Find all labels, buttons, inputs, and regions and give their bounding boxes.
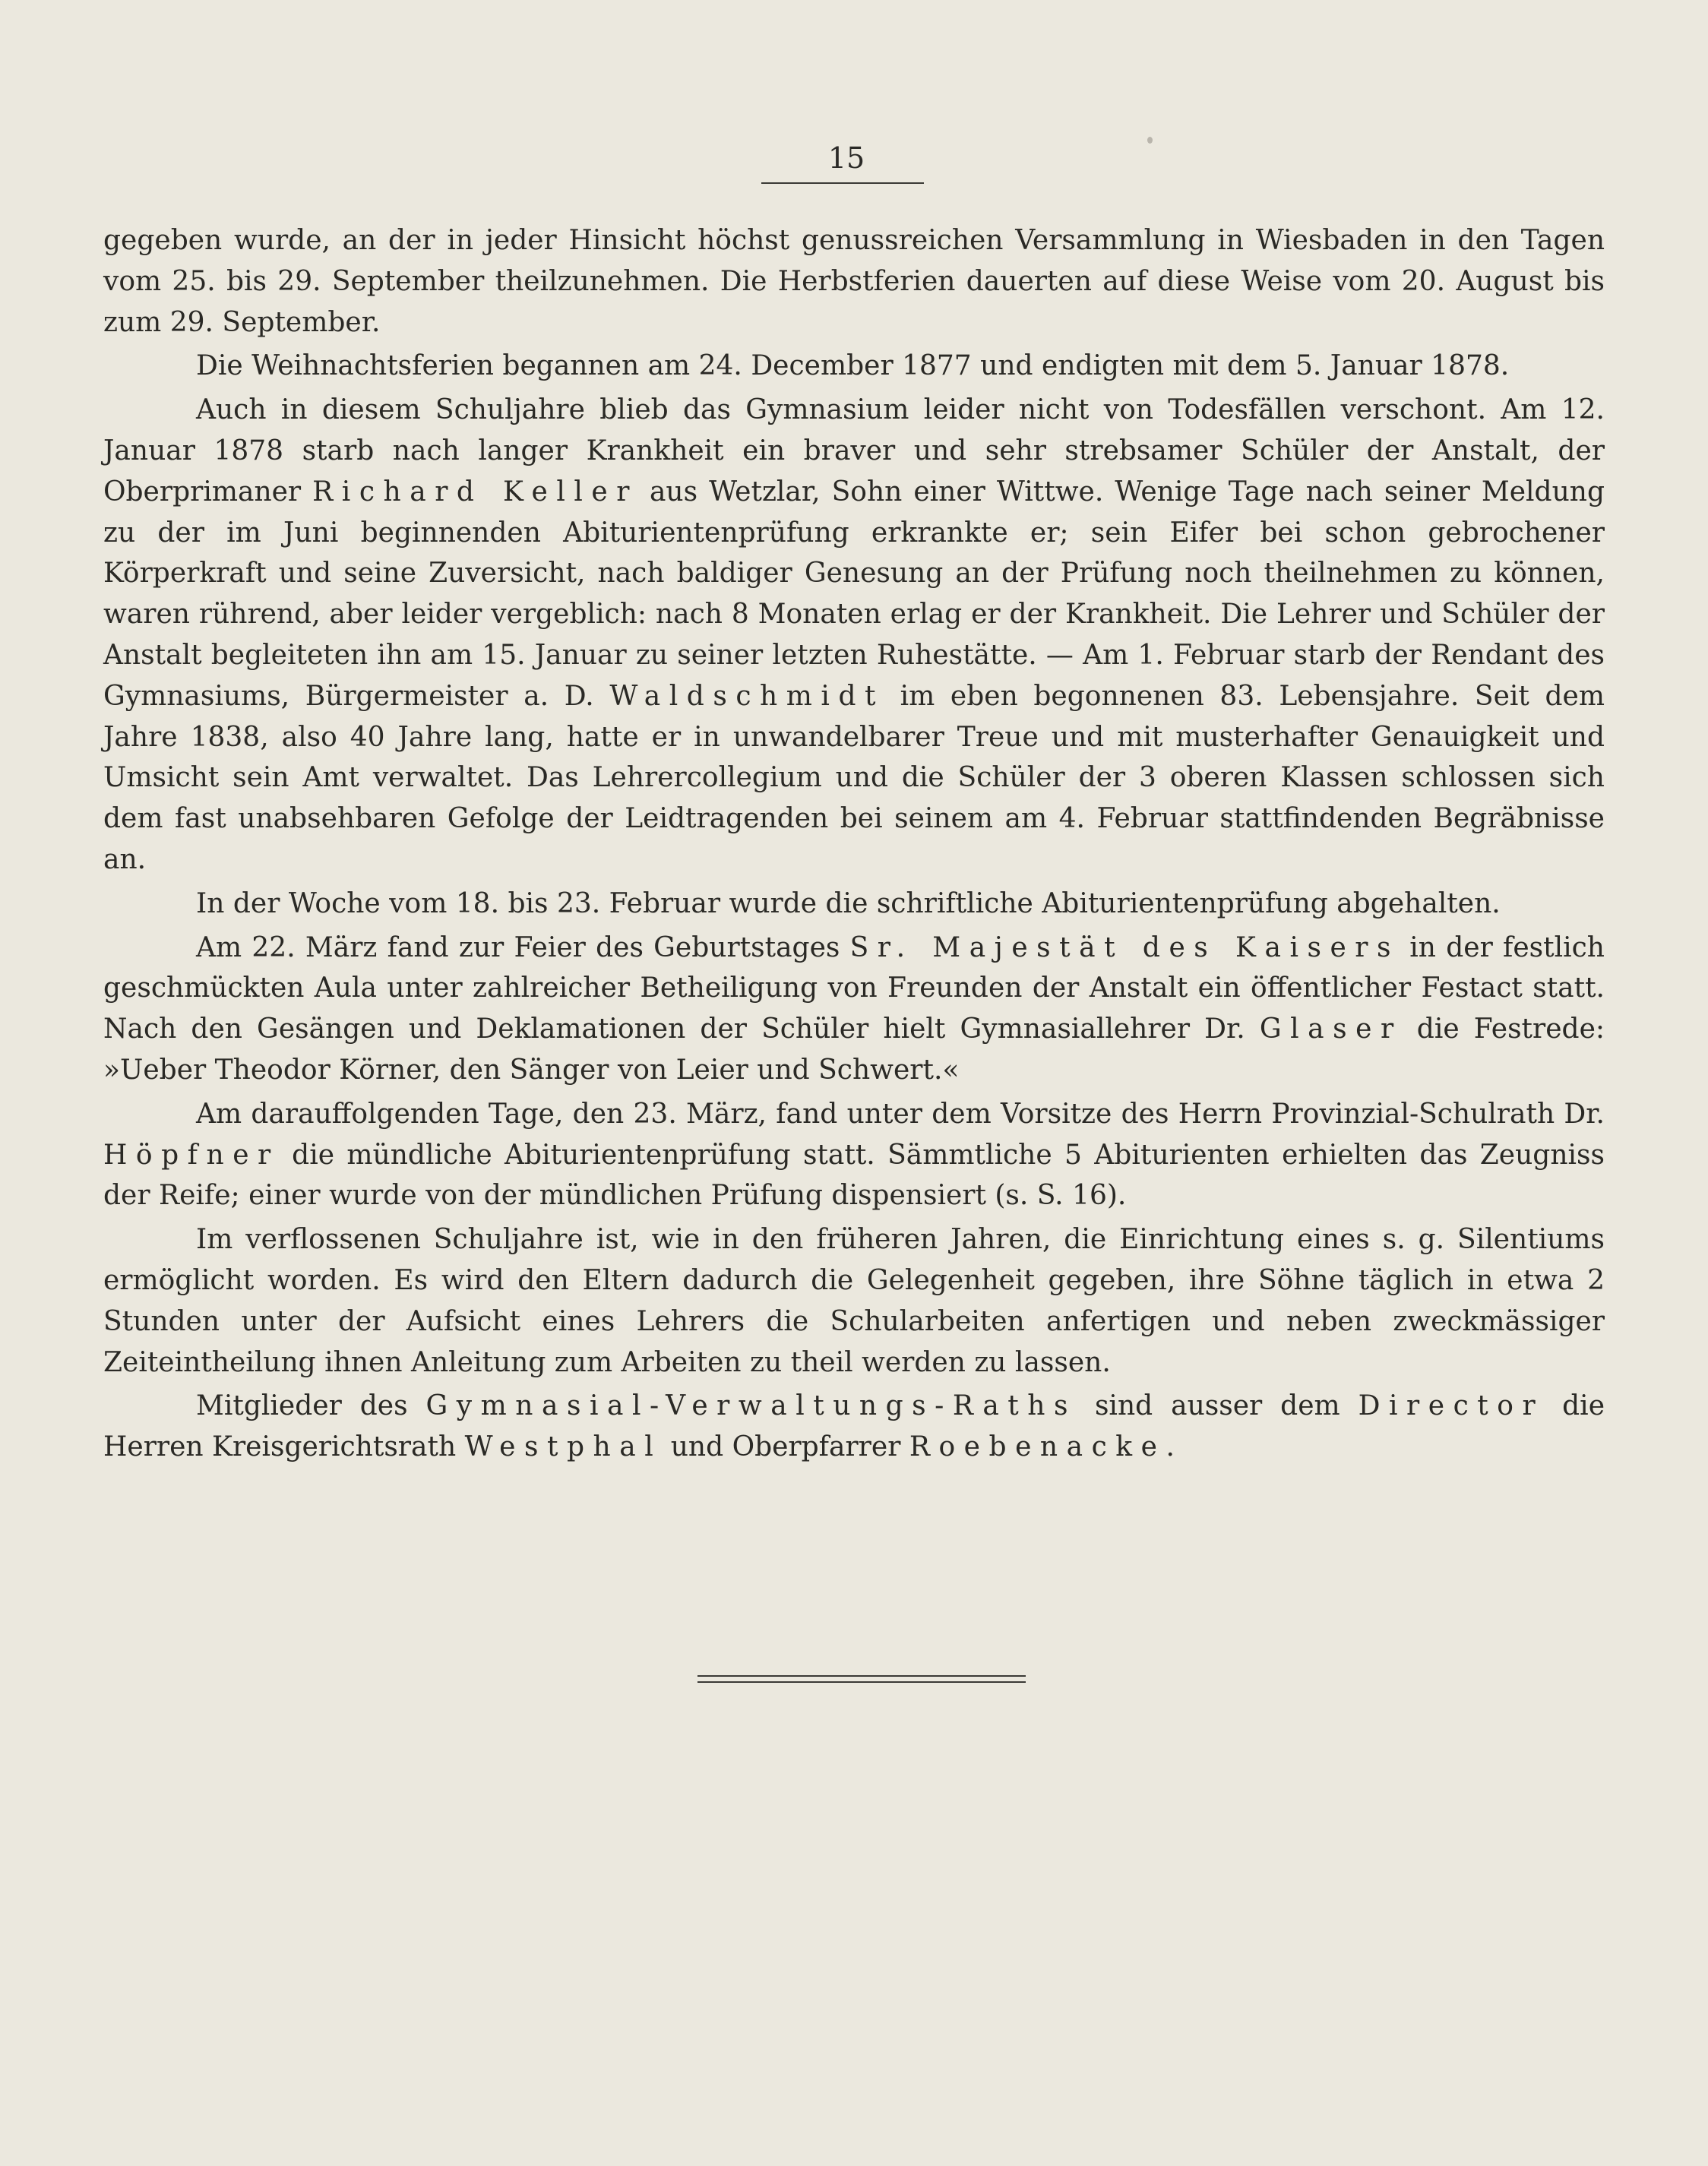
spaced-name: Glaser xyxy=(1259,1013,1403,1045)
paragraph-text: Im verflossenen Schuljahre ist, wie in den früheren Jahren, die Einrichtung eines s. g. Silentiums ermöglicht worden. Es wird den Eltern dadurch die Gelegenheit gegeben, ihre Söhne täglich in etwa 2 Stunden unter der Aufsicht eines Lehrers die Schularbeiten anfertigen und neben zweckmässiger Zeiteintheilung ihnen Anleitung zum Arbeiten zu theil werden zu lassen. xyxy=(103,1224,1605,1378)
paragraph-text: gegeben wurde, an der in jeder Hinsicht höchst genussreichen Versammlung in Wiesbaden in den Tagen vom 25. bis 29. September theilzunehmen. Die Herbstferien dauerten auf diese Weise vom 20. August bis zum 29. September. xyxy=(103,225,1605,338)
paragraph-text: Am darauffolgenden Tage, den 23. März, fand unter dem Vorsitze des Herrn Provinzial-Schulrath Dr. xyxy=(196,1098,1605,1130)
spaced-name: Waldschmidt xyxy=(609,680,884,712)
paragraph-text: Am 22. März fand zur Feier des Geburtstages xyxy=(196,931,850,963)
spaced-name: Director xyxy=(1358,1390,1545,1422)
page-number: 15 xyxy=(827,141,865,175)
end-rule xyxy=(697,1675,1026,1683)
paragraph-text: die mündliche Abiturientenprüfung statt. Sämmtliche 5 Abiturienten erhielten das Zeugniss der Reife; einer wurde von der mündlichen Prüfung dispensiert (s. S. 16). xyxy=(103,1139,1605,1212)
paragraph xyxy=(103,928,1605,1091)
paragraph-text: in der festlich geschmückten Aula unter zahlreicher Betheiligung von Freunden der Anstalt ein öffentlicher Festact statt. Nach den Gesängen und Deklamationen der Schüler hielt Gymnasiallehrer Dr. xyxy=(103,931,1605,1045)
spaced-name: Roebenacke xyxy=(909,1431,1166,1463)
spaced-name: Gymnasial-Verwaltungs-Raths xyxy=(425,1390,1077,1422)
paragraph-text: Mitglieder des xyxy=(196,1390,426,1422)
paragraph xyxy=(103,884,1605,925)
spaced-name: Westphal xyxy=(464,1431,663,1463)
paragraph-text: Auch in diesem Schuljahre blieb das Gymnasium leider nicht von Todesfällen verschont. Am 12. Januar 1878 starb nach langer Krankheit ein braver und sehr strebsamer Schüler der Anstalt, der Oberprimaner xyxy=(103,394,1605,508)
paragraph-text: aus Wetzlar, Sohn einer Wittwe. Wenige Tage nach seiner Meldung zu der im Juni beginnenden Abiturientenprüfung erkrankte er; sein Eifer bei schon gebrochener Körperkraft und seine Zuversicht, nach baldiger Genesung an der Prüfung noch theilnehmen zu können, waren rührend, aber leider vergeblich: nach 8 Monaten erlag er der Krankheit. Die Lehrer und Schüler der Anstalt begleiteten ihn am 15. Januar zu seiner letzten Ruhestätte. — Am 1. Februar starb der Rendant des Gymnasiums, Bürgermeister a. D. xyxy=(103,476,1605,712)
paragraph-text: die Herren Kreisgerichtsrath xyxy=(103,1390,1605,1463)
paper-speck xyxy=(1147,137,1153,144)
paragraph-text: und Oberpfarrer xyxy=(662,1431,909,1463)
paragraph-text: In der Woche vom 18. bis 23. Februar wurde die schriftliche Abiturientenprüfung abgehalten. xyxy=(196,887,1501,919)
paragraph xyxy=(103,1094,1605,1216)
spaced-name: Sr. Majestät des Kaisers xyxy=(849,931,1400,963)
paragraph xyxy=(103,220,1605,343)
paragraph-text: sind ausser dem xyxy=(1077,1390,1358,1422)
paragraph xyxy=(103,346,1605,387)
paragraph-text: im eben begonnenen 83. Lebensjahre. Seit dem Jahre 1838, also 40 Jahre lang, hatte er in unwandelbarer Treue und mit musterhafter Genauigkeit und Umsicht sein Amt verwaltet. Das Lehrercollegium und die Schüler der 3 oberen Klassen schlossen sich dem fast unabsehbaren Gefolge der Leidtragenden bei seinem am 4. Februar stattfindenden Begräbnisse an. xyxy=(103,680,1605,875)
paragraph xyxy=(103,1219,1605,1383)
paragraph xyxy=(103,1386,1605,1468)
paragraph-text: die Festrede: »Ueber Theodor Körner, den Sänger von Leier und Schwert.« xyxy=(103,1013,1605,1086)
spaced-name: Richard Keller xyxy=(312,476,638,508)
body-text xyxy=(103,220,1605,1468)
paragraph-text: Die Weihnachtsferien begannen am 24. December 1877 und endigten mit dem 5. Januar 1878. xyxy=(196,350,1510,382)
page-number-rule xyxy=(761,182,924,184)
spaced-name: Höpfner xyxy=(103,1139,280,1171)
paragraph-text: . xyxy=(1166,1431,1175,1463)
paragraph xyxy=(103,390,1605,881)
